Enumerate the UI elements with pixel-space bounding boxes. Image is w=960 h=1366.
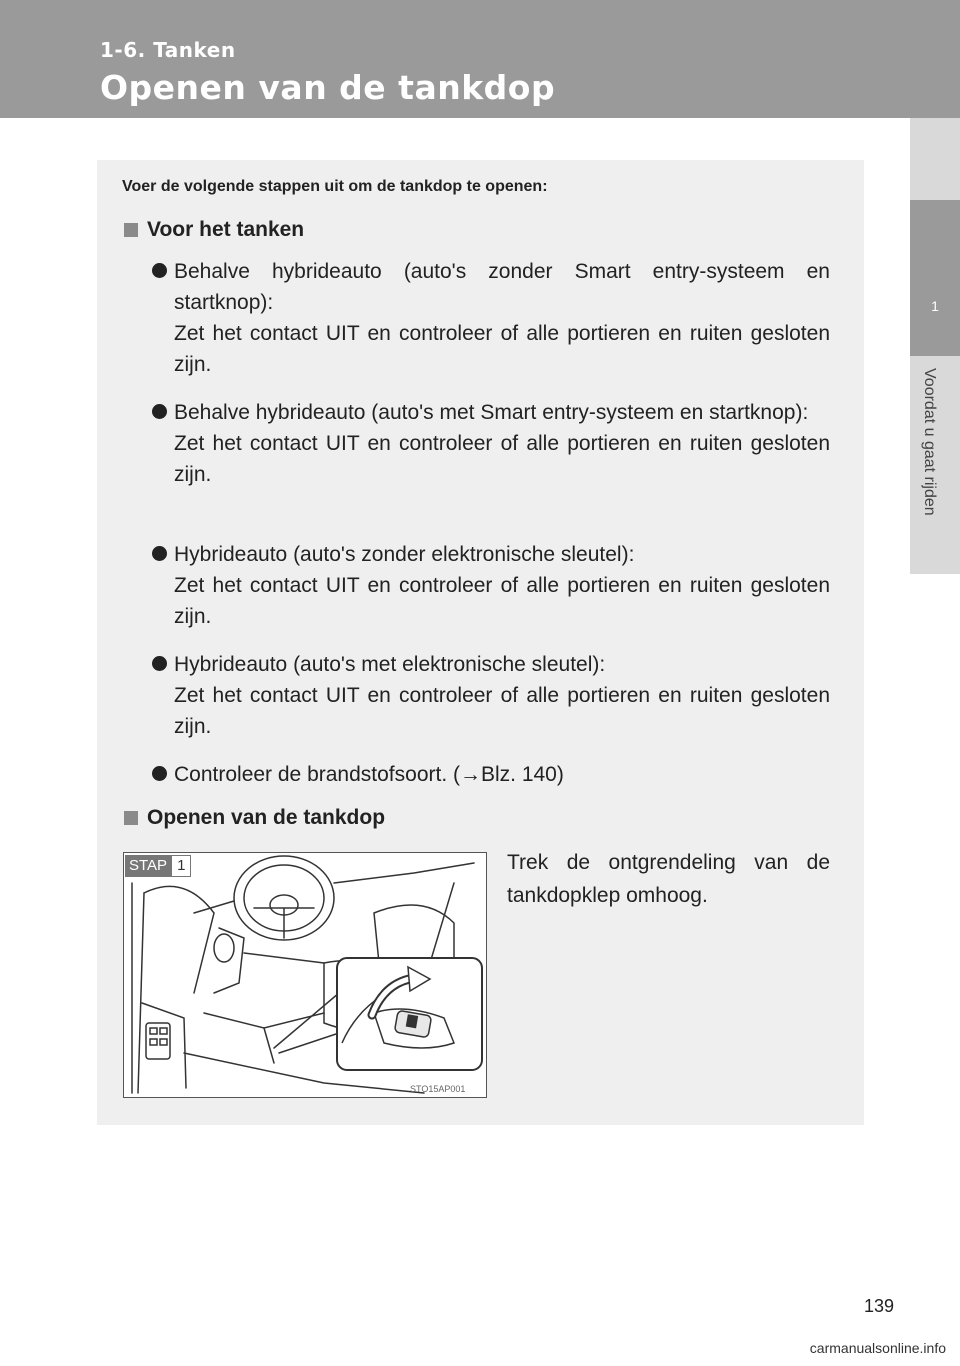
step-label: STAP	[125, 855, 171, 877]
step-number: 1	[171, 855, 191, 877]
step-instruction	[507, 846, 830, 912]
subheading-before-refuel	[124, 218, 304, 242]
step-badge	[125, 855, 191, 877]
list-item-body: Zet het contact UIT en controleer of alle portieren en ruiten gesloten zijn.	[174, 574, 830, 628]
bullet-dot-icon	[152, 656, 167, 671]
page-title: Openen van de tankdop	[100, 68, 556, 107]
car-interior-drawing	[124, 853, 487, 1098]
list-item-title: Hybrideauto (auto's met elektronische sleutel):	[174, 653, 606, 676]
list-item	[152, 759, 830, 790]
bullet-dot-icon	[152, 263, 167, 278]
list-item	[152, 649, 830, 742]
side-tab-number: 1	[931, 298, 939, 314]
list-item-body: Zet het contact UIT en controleer of alle portieren en ruiten gesloten zijn.	[174, 322, 830, 376]
square-bullet-icon	[124, 223, 138, 237]
list-item-body: Zet het contact UIT en controleer of alle portieren en ruiten gesloten zijn.	[174, 684, 830, 738]
step-instruction-text: Trek de ontgrendeling van de tankdopklep omhoog.	[507, 851, 830, 907]
bullet-dot-icon	[152, 766, 167, 781]
list-item	[152, 539, 830, 632]
square-bullet-icon	[124, 811, 138, 825]
list-item-body: Zet het contact UIT en controleer of alle portieren en ruiten gesloten zijn.	[174, 432, 830, 486]
list-item	[152, 256, 830, 380]
list-item-title: Behalve hybrideauto (auto's met Smart entry-systeem en startknop):	[174, 401, 809, 424]
subheading-text: Voor het tanken	[147, 218, 305, 241]
section-label: 1-6. Tanken	[100, 38, 236, 62]
list-item-title: Hybrideauto (auto's zonder elektronische sleutel):	[174, 543, 635, 566]
page-number: 139	[863, 1296, 894, 1316]
watermark: carmanualsonline.info	[809, 1340, 946, 1356]
bullet-dot-icon	[152, 546, 167, 561]
intro-text: Voer de volgende stappen uit om de tankdop te openen:	[122, 178, 548, 195]
list-item	[152, 397, 830, 490]
fuel-door-release-illustration	[123, 852, 487, 1098]
figure-code: STO15AP001	[410, 1084, 466, 1094]
subheading-open-fuel-cap	[124, 806, 385, 830]
list-item-title: Behalve hybrideauto (auto's zonder Smart entry-systeem en startknop):	[174, 260, 830, 314]
side-tab-number-block	[910, 200, 960, 356]
bullet-dot-icon	[152, 404, 167, 419]
list-item-title: Controleer de brandstofsoort. (→Blz. 140)	[174, 763, 564, 786]
subheading-text: Openen van de tankdop	[147, 806, 386, 829]
side-tab-label: Voordat u gaat rijden	[921, 368, 938, 516]
